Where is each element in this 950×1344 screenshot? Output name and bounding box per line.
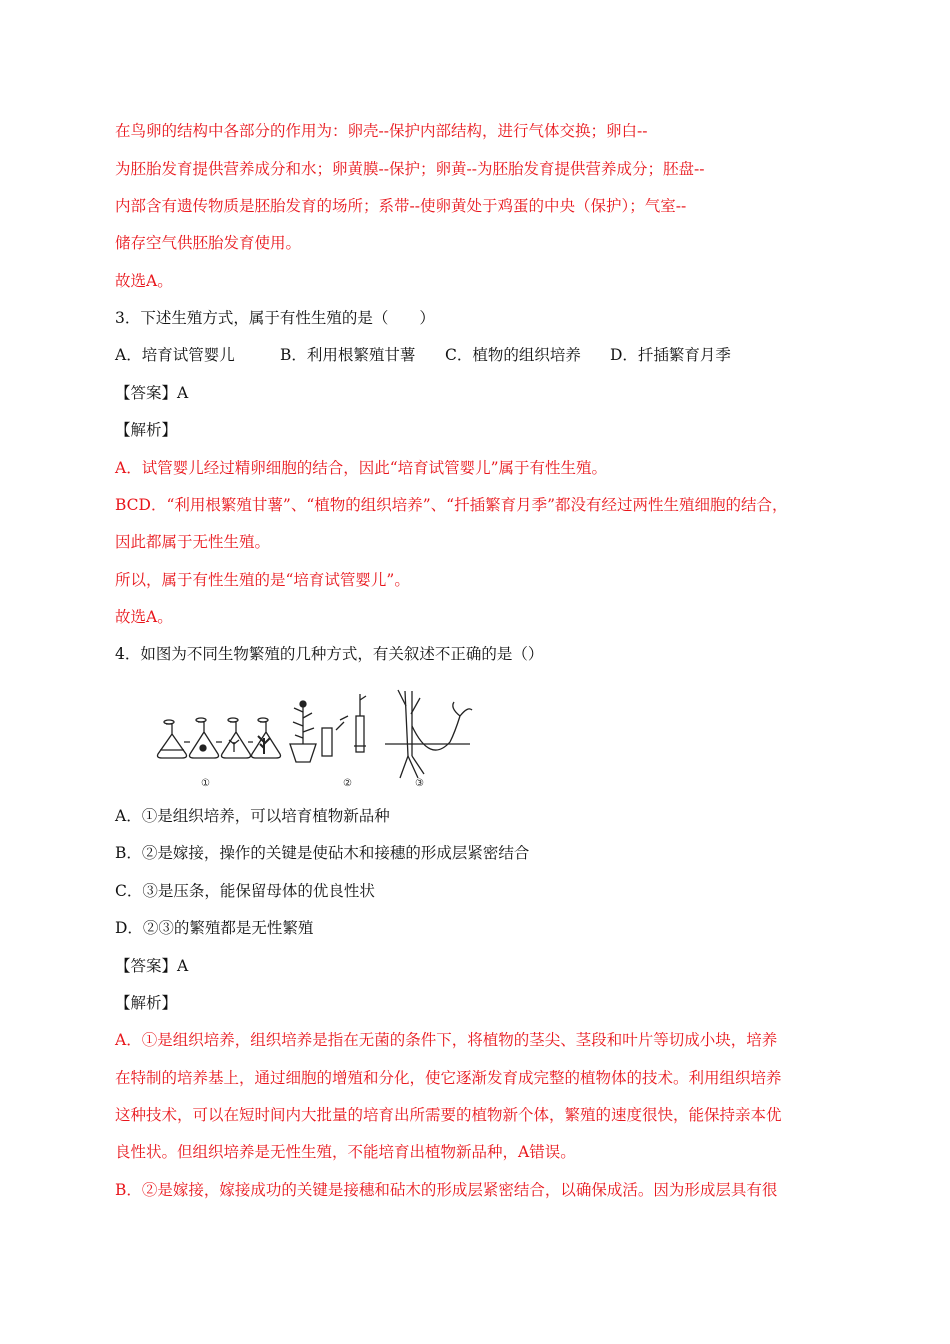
- q3-analysis-line-2: BCD．“利用根繁殖甘薯”、“植物的组织培养”、“扦插繁育月季”都没有经过两性生殖细胞的结合，: [115, 496, 788, 514]
- q3-analysis-line-4: 所以，属于有性生殖的是“培育试管婴儿”。: [115, 571, 410, 589]
- flask-icon: [222, 718, 251, 758]
- flask-icon: [252, 718, 281, 758]
- q3-analysis-label: 【解析】: [115, 421, 178, 439]
- q2-explain-line-1: 在鸟卵的结构中各部分的作用为：卵壳--保护内部结构，进行气体交换；卵白--: [115, 122, 648, 140]
- figure-label-3: ③: [415, 778, 424, 789]
- q3-analysis-line-1: A．试管婴儿经过精卵细胞的结合，因此“培育试管婴儿”属于有性生殖。: [115, 459, 608, 477]
- q3-option-a: A．培育试管婴儿: [115, 346, 235, 364]
- q2-choice: 故选A。: [115, 272, 173, 290]
- flask-icon: [190, 718, 219, 758]
- q4-analysis-line-2: 在特制的培养基上，通过细胞的增殖和分化，使它逐渐发育成完整的植物体的技术。利用组织培养: [115, 1069, 782, 1087]
- q3-option-d: D．扦插繁育月季: [610, 346, 731, 364]
- q4-analysis-line-5: B．②是嫁接，嫁接成功的关键是接穗和砧木的形成层紧密结合，以确保成活。因为形成层具有很: [115, 1181, 778, 1199]
- q4-option-b: B．②是嫁接，操作的关键是使砧木和接穗的形成层紧密结合: [115, 844, 530, 862]
- layering-icon: [385, 690, 472, 778]
- q3-option-c: C．植物的组织培养: [445, 346, 581, 364]
- flask-icon: [158, 720, 187, 758]
- figure-label-1: ①: [201, 778, 210, 789]
- figure-label-2: ②: [343, 778, 352, 789]
- q3-analysis-line-3: 因此都属于无性生殖。: [115, 533, 271, 551]
- q4-analysis-line-1: A．①是组织培养，组织培养是指在无菌的条件下，将植物的茎尖、茎段和叶片等切成小块，培养: [115, 1031, 778, 1049]
- propagation-figure: [150, 686, 480, 790]
- q2-explain-line-4: 储存空气供胚胎发育使用。: [115, 234, 302, 252]
- q4-analysis-line-3: 这种技术，可以在短时间内大批量的培育出所需要的植物新个体，繁殖的速度很快，能保持亲本优: [115, 1106, 782, 1124]
- q3-answer: 【答案】A: [115, 384, 189, 402]
- q2-explain-line-2: 为胚胎发育提供营养成分和水；卵黄膜--保护；卵黄--为胚胎发育提供营养成分；胚盘--: [115, 160, 705, 178]
- potted-plant-icon: [290, 701, 316, 762]
- q4-option-d: D．②③的繁殖都是无性繁殖: [115, 919, 314, 937]
- grafting-icon: [322, 694, 366, 756]
- q4-option-a: A．①是组织培养，可以培育植物新品种: [115, 807, 390, 825]
- q3-options: [115, 344, 840, 366]
- q4-analysis-label: 【解析】: [115, 994, 178, 1012]
- q4-stem: 4．如图为不同生物繁殖的几种方式，有关叙述不正确的是（）: [115, 645, 544, 663]
- q3-stem: 3．下述生殖方式，属于有性生殖的是（ ）: [115, 309, 435, 327]
- q3-option-b: B．利用根繁殖甘薯: [280, 346, 416, 364]
- q3-analysis-line-5: 故选A。: [115, 608, 173, 626]
- q4-option-c: C．③是压条，能保留母体的优良性状: [115, 882, 375, 900]
- q4-answer: 【答案】A: [115, 957, 189, 975]
- q4-analysis-line-4: 良性状。但组织培养是无性生殖，不能培育出植物新品种，A错误。: [115, 1143, 576, 1161]
- q2-explain-line-3: 内部含有遗传物质是胚胎发育的场所；系带--使卵黄处于鸡蛋的中央（保护）；气室--: [115, 197, 687, 215]
